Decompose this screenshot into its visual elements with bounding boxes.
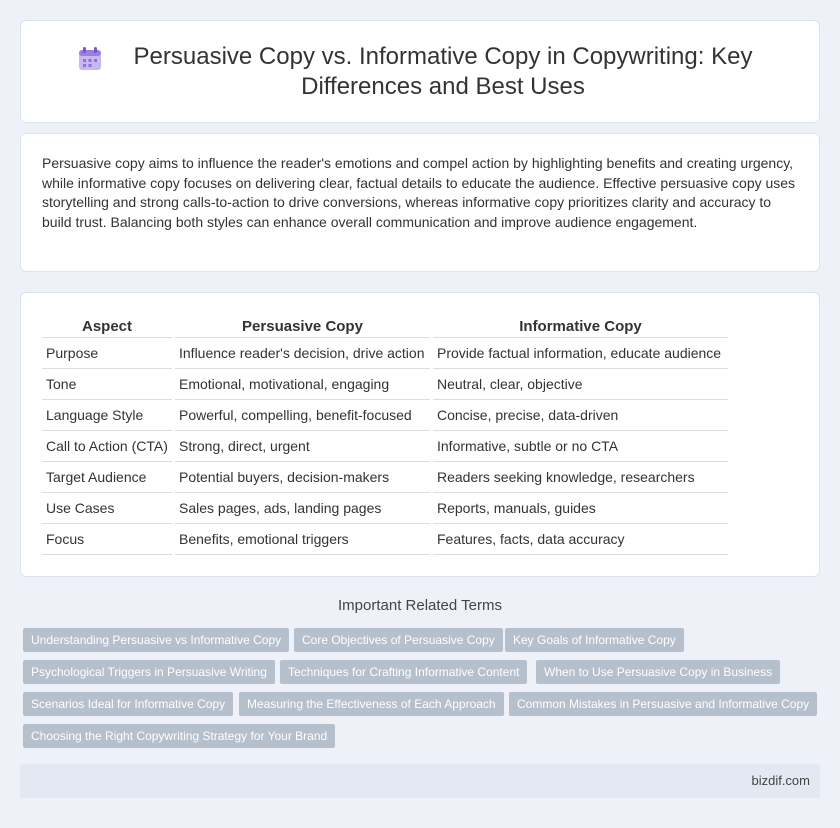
table-cell: Tone bbox=[42, 369, 172, 400]
table-cell: Features, facts, data accuracy bbox=[433, 524, 728, 555]
calendar-icon bbox=[77, 46, 103, 72]
footer bbox=[20, 764, 820, 798]
table-cell: Emotional, motivational, engaging bbox=[175, 369, 430, 400]
related-terms-title: Important Related Terms bbox=[338, 597, 502, 614]
table-cell: Neutral, clear, objective bbox=[433, 369, 728, 400]
related-term-link[interactable]: Common Mistakes in Persuasive and Informative Copy bbox=[509, 692, 817, 716]
table-cell: Provide factual information, educate audience bbox=[433, 338, 728, 369]
table-cell: Use Cases bbox=[42, 493, 172, 524]
table-cell: Potential buyers, decision-makers bbox=[175, 462, 430, 493]
intro-text: Persuasive copy aims to influence the reader's emotions and compel action by highlighting benefits and creating urgency, while informative copy focuses on delivering clear, factual details to educate the audience. Effective persuasive copy uses storytelling and strong calls-to-action to drive conversions, whereas informative copy prioritizes clarity and accuracy to build trust. Balancing both styles can enhance overall communication and improve audience engagement. bbox=[42, 155, 796, 230]
site-name: bizdif.com bbox=[751, 773, 810, 788]
table-cell: Influence reader's decision, drive action bbox=[175, 338, 430, 369]
comparison-card bbox=[20, 292, 820, 577]
table-cell: Readers seeking knowledge, researchers bbox=[433, 462, 728, 493]
related-term-link[interactable]: Techniques for Crafting Informative Content bbox=[280, 660, 527, 684]
table-cell: Concise, precise, data-driven bbox=[433, 400, 728, 431]
column-header: Persuasive Copy bbox=[175, 313, 430, 338]
column-header: Informative Copy bbox=[433, 313, 728, 338]
table-cell: Strong, direct, urgent bbox=[175, 431, 430, 462]
comparison-table bbox=[39, 313, 731, 555]
table-cell: Benefits, emotional triggers bbox=[175, 524, 430, 555]
title-wrap bbox=[70, 42, 770, 102]
header-card bbox=[20, 20, 820, 123]
related-term-link[interactable]: When to Use Persuasive Copy in Business bbox=[536, 660, 780, 684]
table-row bbox=[42, 524, 728, 555]
table-row bbox=[42, 493, 728, 524]
page-title: Persuasive Copy vs. Informative Copy in Copywriting: Key Differences and Best Uses bbox=[133, 42, 753, 100]
table-cell: Focus bbox=[42, 524, 172, 555]
intro-card bbox=[20, 133, 820, 272]
table-cell: Call to Action (CTA) bbox=[42, 431, 172, 462]
related-term-link[interactable]: Psychological Triggers in Persuasive Writing bbox=[23, 660, 275, 684]
table-row bbox=[42, 400, 728, 431]
table-cell: Powerful, compelling, benefit-focused bbox=[175, 400, 430, 431]
related-term-link[interactable]: Measuring the Effectiveness of Each Approach bbox=[239, 692, 504, 716]
table-cell: Language Style bbox=[42, 400, 172, 431]
related-term-link[interactable]: Choosing the Right Copywriting Strategy for Your Brand bbox=[23, 724, 335, 748]
table-cell: Sales pages, ads, landing pages bbox=[175, 493, 430, 524]
table-row bbox=[42, 431, 728, 462]
related-term-link[interactable]: Key Goals of Informative Copy bbox=[505, 628, 684, 652]
related-term-link[interactable]: Core Objectives of Persuasive Copy bbox=[294, 628, 503, 652]
table-cell: Reports, manuals, guides bbox=[433, 493, 728, 524]
related-term-link[interactable]: Understanding Persuasive vs Informative Copy bbox=[23, 628, 289, 652]
table-header-row bbox=[42, 313, 728, 338]
table-cell: Target Audience bbox=[42, 462, 172, 493]
table-row bbox=[42, 462, 728, 493]
column-header: Aspect bbox=[42, 313, 172, 338]
table-row bbox=[42, 369, 728, 400]
table-cell: Purpose bbox=[42, 338, 172, 369]
table-row bbox=[42, 338, 728, 369]
related-term-link[interactable]: Scenarios Ideal for Informative Copy bbox=[23, 692, 233, 716]
table-cell: Informative, subtle or no CTA bbox=[433, 431, 728, 462]
